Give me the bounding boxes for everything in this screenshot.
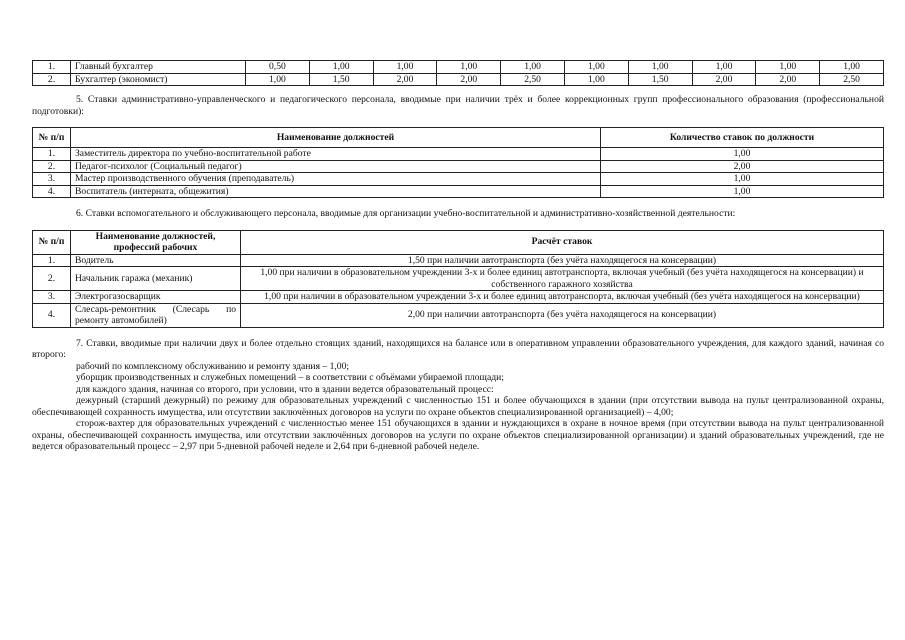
column-header: Количество ставок по должности bbox=[601, 128, 884, 148]
section-7-text: 7. Ставки, вводимые при наличии двух и более отдельно стоящих зданий, находящихся на балансе или в оперативном управлении образовательного учреждения, для каждого зданий, начиная со второго: bbox=[32, 337, 884, 360]
section-6-text: 6. Ставки вспомогательного и обслуживающего персонала, вводимые для организации учебно-воспитательной и административно-хозяйственной деятельности: bbox=[76, 208, 736, 219]
position-name: Водитель bbox=[71, 254, 241, 267]
rate-cell: 2,00 bbox=[692, 73, 756, 86]
rate-calculation: 1,00 при наличии в образовательном учреждении 3-х и более единиц автотранспорта, включая учебный (без учёта находящегося на консервации) bbox=[241, 291, 884, 304]
rate-calculation: 2,00 при наличии автотранспорта (без учёта находящегося на консервации) bbox=[241, 303, 884, 327]
position-name: Начальник гаража (механик) bbox=[71, 267, 241, 291]
rate-cell: 1,00 bbox=[692, 61, 756, 74]
table-row bbox=[33, 185, 884, 198]
accountants-table bbox=[32, 60, 884, 86]
list-item: для каждого здания, начиная со второго, при условии, что в здании ведется образовательный процесс: bbox=[76, 383, 494, 395]
list-item: сторож-вахтер для образовательных учреждений с численностью менее 151 обучающихся в здании и нуждающихся в охране в ночное время (при отсутствии вывода на пульт централизованной охраны, обеспечивающей сохранность имущества, или отсутствии заключённых договоров на услуги по охране объектов специализированной организации) и зданий образовательных учреждений, где не ведется образовательный процесс – 2,97 при 5-дневной рабочей неделе и 2,64 при 6-дневной рабочей неделе. bbox=[32, 418, 884, 452]
rate-cell: 1,00 bbox=[309, 61, 373, 74]
rate-cell: 1,00 bbox=[756, 61, 820, 74]
row-number: 3. bbox=[33, 173, 71, 186]
rate-cell: 1,50 bbox=[628, 73, 692, 86]
table-row bbox=[33, 61, 884, 74]
column-header: № п/п bbox=[33, 230, 71, 254]
position-name: Педагог-психолог (Социальный педагог) bbox=[71, 160, 601, 173]
rate-calculation: 1,50 при наличии автотранспорта (без учёта находящегося на консервации) bbox=[241, 254, 884, 267]
rate-quantity: 1,00 bbox=[601, 173, 884, 186]
rate-cell: 1,00 bbox=[373, 61, 437, 74]
section-6-table bbox=[32, 230, 884, 328]
row-number: 3. bbox=[33, 291, 71, 304]
position-name: Бухгалтер (экономист) bbox=[71, 73, 246, 86]
rate-cell: 1,00 bbox=[564, 61, 628, 74]
rate-cell: 1,00 bbox=[437, 61, 501, 74]
rate-cell: 1,00 bbox=[246, 73, 310, 86]
rate-cell: 2,50 bbox=[820, 73, 884, 86]
rate-quantity: 2,00 bbox=[601, 160, 884, 173]
table-row bbox=[33, 254, 884, 267]
list-item: рабочий по комплексному обслуживанию и ремонту здания – 1,00; bbox=[76, 360, 350, 372]
rate-cell: 1,50 bbox=[309, 73, 373, 86]
rate-cell: 1,00 bbox=[564, 73, 628, 86]
rate-calculation: 1,00 при наличии в образовательном учреждении 3-х и более единиц автотранспорта, включая учебный (без учёта находящегося на консервации) и собственного гаражного хозяйства bbox=[241, 267, 884, 291]
rate-cell: 1,00 bbox=[628, 61, 692, 74]
column-header: Расчёт ставок bbox=[241, 230, 884, 254]
column-header: Наименование должностей bbox=[71, 128, 601, 148]
column-header: Наименование должностей, профессий рабочих bbox=[71, 230, 241, 254]
position-name: Заместитель директора по учебно-воспитательной работе bbox=[71, 148, 601, 161]
table-row bbox=[33, 291, 884, 304]
section-5-text: 5. Ставки административно-управленческого и педагогического персонала, вводимые при наличии трёх и более коррекционных групп профессионального образования (профессиональной подготовки): bbox=[32, 94, 884, 117]
section-5-table bbox=[32, 127, 884, 198]
table-row bbox=[33, 73, 884, 86]
table-row bbox=[33, 267, 884, 291]
row-number: 1. bbox=[33, 61, 71, 74]
table-row bbox=[33, 173, 884, 186]
row-number: 4. bbox=[33, 303, 71, 327]
rate-cell: 2,00 bbox=[373, 73, 437, 86]
row-number: 2. bbox=[33, 73, 71, 86]
position-name: Мастер производственного обучения (преподаватель) bbox=[71, 173, 601, 186]
row-number: 1. bbox=[33, 148, 71, 161]
row-number: 4. bbox=[33, 185, 71, 198]
table-row bbox=[33, 160, 884, 173]
document-page bbox=[32, 60, 884, 453]
position-name: Главный бухгалтер bbox=[71, 61, 246, 74]
table-row bbox=[33, 303, 884, 327]
table-header-row bbox=[33, 230, 884, 254]
position-name: Слесарь-ремонтник (Слесарь по ремонту автомобилей) bbox=[71, 303, 241, 327]
list-item: дежурный (старший дежурный) по режиму для образовательных учреждений с численностью 151 и более обучающихся в здании (при отсутствии вывода на пульт централизованной охраны, обеспечивающей сохранность имущества, или отсутствии заключённых договоров на услуги по охране объектов специализированной организацией) – 4,00; bbox=[32, 395, 884, 418]
row-number: 2. bbox=[33, 160, 71, 173]
rate-quantity: 1,00 bbox=[601, 185, 884, 198]
rate-cell: 2,50 bbox=[501, 73, 565, 86]
position-name: Электрогазосварщик bbox=[71, 291, 241, 304]
rate-cell: 2,00 bbox=[756, 73, 820, 86]
rate-cell: 2,00 bbox=[437, 73, 501, 86]
column-header: № п/п bbox=[33, 128, 71, 148]
rate-cell: 0,50 bbox=[246, 61, 310, 74]
list-item: уборщик производственных и служебных помещений – в соответствии с объёмами убираемой площади; bbox=[76, 372, 504, 383]
rate-cell: 1,00 bbox=[820, 61, 884, 74]
table-row bbox=[33, 148, 884, 161]
rate-cell: 1,00 bbox=[501, 61, 565, 74]
rate-quantity: 1,00 bbox=[601, 148, 884, 161]
table-header-row bbox=[33, 128, 884, 148]
row-number: 2. bbox=[33, 267, 71, 291]
position-name: Воспитатель (интерната, общежития) bbox=[71, 185, 601, 198]
row-number: 1. bbox=[33, 254, 71, 267]
